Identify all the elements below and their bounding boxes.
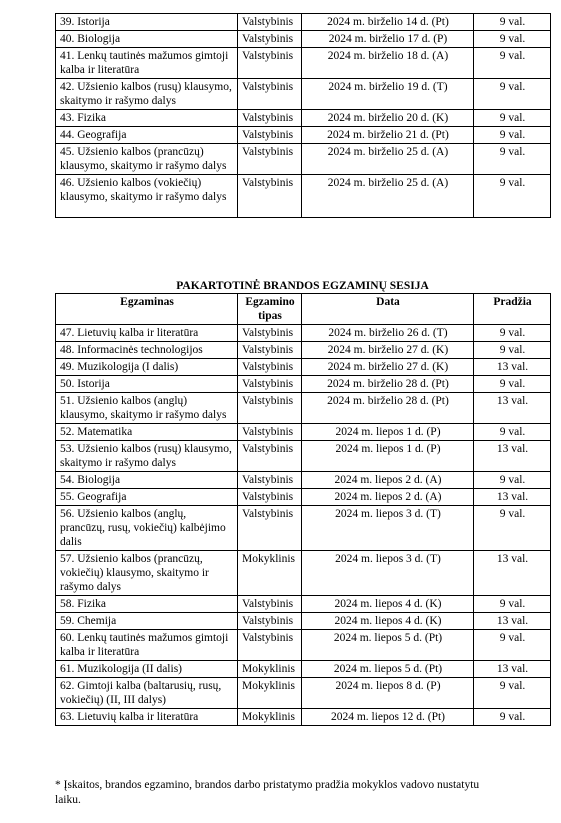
exam-type-cell: Valstybinis (238, 441, 302, 472)
table-row (56, 441, 551, 472)
exam-date-cell: 2024 m. birželio 25 d. (A) (302, 175, 474, 218)
exam-type-cell: Mokyklinis (238, 661, 302, 678)
table-row (56, 127, 551, 144)
table-row (56, 489, 551, 506)
exam-type-cell: Mokyklinis (238, 678, 302, 709)
exam-name-cell: 60. Lenkų tautinės mažumos gimtoji kalba ir literatūra (56, 630, 238, 661)
column-header-start: Pradžia (474, 294, 551, 325)
exam-start-cell: 13 val. (474, 393, 551, 424)
exam-name-cell: 49. Muzikologija (I dalis) (56, 359, 238, 376)
exam-start-cell: 9 val. (474, 144, 551, 175)
exam-date-cell: 2024 m. liepos 3 d. (T) (302, 551, 474, 596)
table-header-row (56, 294, 551, 325)
exam-type-cell: Valstybinis (238, 489, 302, 506)
exam-start-cell: 9 val. (474, 472, 551, 489)
exam-name-cell: 56. Užsienio kalbos (anglų, prancūzų, rusų, vokiečių) kalbėjimo dalis (56, 506, 238, 551)
exam-start-cell: 9 val. (474, 630, 551, 661)
exam-start-cell: 9 val. (474, 506, 551, 551)
exam-type-cell: Valstybinis (238, 175, 302, 218)
exam-type-cell: Valstybinis (238, 393, 302, 424)
exam-date-cell: 2024 m. liepos 2 d. (A) (302, 489, 474, 506)
table-row (56, 596, 551, 613)
exam-start-cell: 9 val. (474, 14, 551, 31)
table-row (56, 325, 551, 342)
exam-start-cell: 9 val. (474, 424, 551, 441)
exam-start-cell: 9 val. (474, 709, 551, 726)
table-row (56, 424, 551, 441)
exam-name-cell: 63. Lietuvių kalba ir literatūra (56, 709, 238, 726)
exam-date-cell: 2024 m. birželio 28 d. (Pt) (302, 376, 474, 393)
exam-type-cell: Valstybinis (238, 359, 302, 376)
exam-type-cell: Valstybinis (238, 14, 302, 31)
exam-date-cell: 2024 m. birželio 18 d. (A) (302, 48, 474, 79)
table-row (56, 472, 551, 489)
exam-type-cell: Valstybinis (238, 325, 302, 342)
exam-start-cell: 9 val. (474, 31, 551, 48)
exam-start-cell: 9 val. (474, 110, 551, 127)
table-row (56, 110, 551, 127)
exam-date-cell: 2024 m. liepos 4 d. (K) (302, 596, 474, 613)
exam-type-cell: Valstybinis (238, 144, 302, 175)
exam-name-cell: 39. Istorija (56, 14, 238, 31)
column-header-date: Data (302, 294, 474, 325)
exam-date-cell: 2024 m. birželio 17 d. (P) (302, 31, 474, 48)
exam-name-cell: 47. Lietuvių kalba ir literatūra (56, 325, 238, 342)
exam-type-cell: Valstybinis (238, 31, 302, 48)
exam-type-cell: Mokyklinis (238, 551, 302, 596)
exam-name-cell: 53. Užsienio kalbos (rusų) klausymo, skaitymo ir rašymo dalys (56, 441, 238, 472)
exam-date-cell: 2024 m. liepos 12 d. (Pt) (302, 709, 474, 726)
exam-name-cell: 44. Geografija (56, 127, 238, 144)
exam-start-cell: 9 val. (474, 678, 551, 709)
exam-name-cell: 62. Gimtoji kalba (baltarusių, rusų, vokiečių) (II, III dalys) (56, 678, 238, 709)
exam-date-cell: 2024 m. birželio 26 d. (T) (302, 325, 474, 342)
exam-date-cell: 2024 m. birželio 27 d. (K) (302, 342, 474, 359)
exam-name-cell: 45. Užsienio kalbos (prancūzų) klausymo, skaitymo ir rašymo dalys (56, 144, 238, 175)
exam-name-cell: 48. Informacinės technologijos (56, 342, 238, 359)
exam-name-cell: 58. Fizika (56, 596, 238, 613)
exam-date-cell: 2024 m. birželio 20 d. (K) (302, 110, 474, 127)
exam-type-cell: Valstybinis (238, 630, 302, 661)
session-heading: PAKARTOTINĖ BRANDOS EGZAMINŲ SESIJA (176, 280, 429, 292)
exam-type-cell: Valstybinis (238, 376, 302, 393)
exam-start-cell: 13 val. (474, 441, 551, 472)
exam-schedule-table-main (55, 13, 551, 218)
exam-name-cell: 52. Matematika (56, 424, 238, 441)
exam-date-cell: 2024 m. liepos 8 d. (P) (302, 678, 474, 709)
exam-date-cell: 2024 m. birželio 27 d. (K) (302, 359, 474, 376)
exam-start-cell: 9 val. (474, 127, 551, 144)
exam-name-cell: 46. Užsienio kalbos (vokiečių) klausymo, skaitymo ir rašymo dalys (56, 175, 238, 218)
table-row (56, 551, 551, 596)
exam-name-cell: 59. Chemija (56, 613, 238, 630)
exam-type-cell: Valstybinis (238, 472, 302, 489)
exam-date-cell: 2024 m. liepos 5 d. (Pt) (302, 661, 474, 678)
footnote: * Įskaitos, brandos egzamino, brandos darbo pristatymo pradžia mokyklos vadovo nustatytu laiku. (55, 779, 480, 806)
table-row (56, 359, 551, 376)
exam-date-cell: 2024 m. liepos 1 d. (P) (302, 441, 474, 472)
exam-type-cell: Valstybinis (238, 342, 302, 359)
exam-schedule-table-repeat-session (55, 293, 551, 726)
table-row (56, 506, 551, 551)
exam-date-cell: 2024 m. liepos 5 d. (Pt) (302, 630, 474, 661)
exam-type-cell: Valstybinis (238, 48, 302, 79)
exam-name-cell: 57. Užsienio kalbos (prancūzų, vokiečių) klausymo, skaitymo ir rašymo dalys (56, 551, 238, 596)
exam-date-cell: 2024 m. liepos 2 d. (A) (302, 472, 474, 489)
exam-name-cell: 51. Užsienio kalbos (anglų) klausymo, skaitymo ir rašymo dalys (56, 393, 238, 424)
column-header-exam: Egzaminas (56, 294, 238, 325)
exam-type-cell: Valstybinis (238, 127, 302, 144)
exam-start-cell: 13 val. (474, 359, 551, 376)
exam-date-cell: 2024 m. liepos 1 d. (P) (302, 424, 474, 441)
table-row (56, 376, 551, 393)
exam-name-cell: 42. Užsienio kalbos (rusų) klausymo, skaitymo ir rašymo dalys (56, 79, 238, 110)
exam-start-cell: 9 val. (474, 325, 551, 342)
table-row (56, 709, 551, 726)
exam-date-cell: 2024 m. liepos 4 d. (K) (302, 613, 474, 630)
exam-name-cell: 43. Fizika (56, 110, 238, 127)
exam-name-cell: 54. Biologija (56, 472, 238, 489)
table-row (56, 393, 551, 424)
table-row (56, 79, 551, 110)
exam-date-cell: 2024 m. birželio 25 d. (A) (302, 144, 474, 175)
exam-start-cell: 9 val. (474, 79, 551, 110)
table-row (56, 48, 551, 79)
exam-name-cell: 61. Muzikologija (II dalis) (56, 661, 238, 678)
table-row (56, 613, 551, 630)
exam-type-cell: Valstybinis (238, 613, 302, 630)
exam-date-cell: 2024 m. birželio 21 d. (Pt) (302, 127, 474, 144)
exam-start-cell: 13 val. (474, 661, 551, 678)
exam-type-cell: Valstybinis (238, 79, 302, 110)
table-row (56, 175, 551, 218)
exam-start-cell: 9 val. (474, 48, 551, 79)
exam-type-cell: Valstybinis (238, 424, 302, 441)
table-row (56, 661, 551, 678)
exam-date-cell: 2024 m. birželio 28 d. (Pt) (302, 393, 474, 424)
table-row (56, 31, 551, 48)
exam-name-cell: 40. Biologija (56, 31, 238, 48)
exam-start-cell: 13 val. (474, 551, 551, 596)
table-row (56, 630, 551, 661)
exam-start-cell: 13 val. (474, 613, 551, 630)
exam-type-cell: Mokyklinis (238, 709, 302, 726)
exam-type-cell: Valstybinis (238, 110, 302, 127)
exam-name-cell: 41. Lenkų tautinės mažumos gimtoji kalba ir literatūra (56, 48, 238, 79)
exam-name-cell: 50. Istorija (56, 376, 238, 393)
exam-name-cell: 55. Geografija (56, 489, 238, 506)
exam-start-cell: 9 val. (474, 596, 551, 613)
exam-start-cell: 13 val. (474, 489, 551, 506)
exam-type-cell: Valstybinis (238, 596, 302, 613)
exam-type-cell: Valstybinis (238, 506, 302, 551)
exam-date-cell: 2024 m. birželio 14 d. (Pt) (302, 14, 474, 31)
exam-date-cell: 2024 m. liepos 3 d. (T) (302, 506, 474, 551)
exam-start-cell: 9 val. (474, 175, 551, 218)
table-row (56, 342, 551, 359)
table-row (56, 14, 551, 31)
exam-date-cell: 2024 m. birželio 19 d. (T) (302, 79, 474, 110)
table-row (56, 144, 551, 175)
column-header-type: Egzamino tipas (238, 294, 302, 325)
table-row (56, 678, 551, 709)
exam-start-cell: 9 val. (474, 376, 551, 393)
exam-start-cell: 9 val. (474, 342, 551, 359)
